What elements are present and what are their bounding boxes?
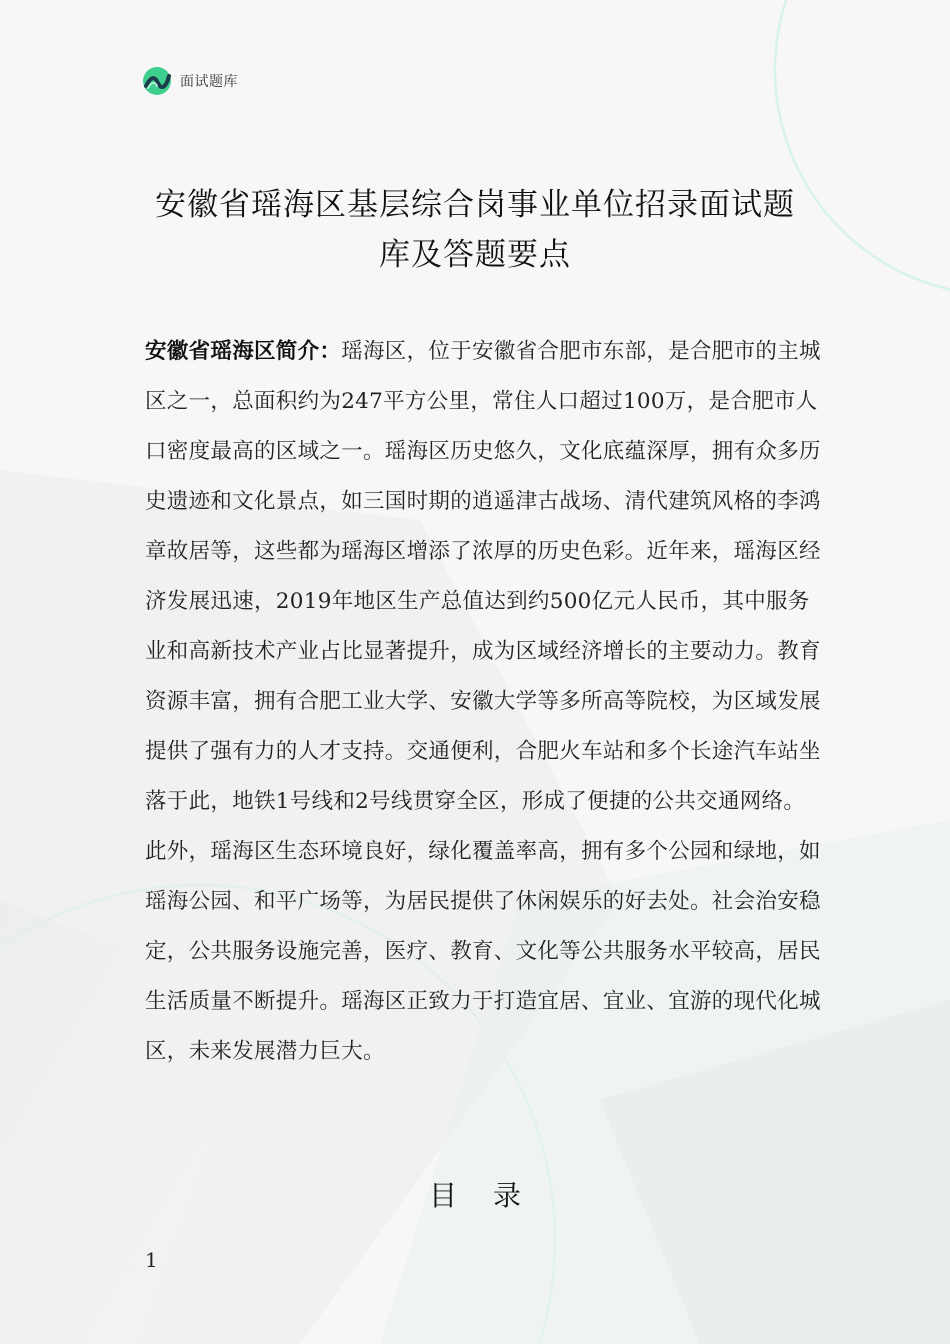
document-title: 安徽省瑶海区基层综合岗事业单位招录面试题库及答题要点	[155, 187, 795, 273]
intro-paragraph	[145, 327, 825, 1077]
document-header	[142, 66, 238, 96]
intro-text: 瑶海区，位于安徽省合肥市东部，是合肥市的主城区之一，总面积约为247平方公里，常住人口超过100万，是合肥市人口密度最高的区域之一。瑶海区历史悠久，文化底蕴深厚，拥有众多历史遗迹和文化景点，如三国时期的逍遥津古战场、清代建筑风格的李鸿章故居等，这些都为瑶海区增添了浓厚的历史色彩。近年来，瑶海区经济发展迅速，2019年地区生产总值达到约500亿元人民币，其中服务业和高新技术产业占比显著提升，成为区域经济增长的主要动力。教育资源丰富，拥有合肥工业大学、安徽大学等多所高等院校，为区域发展提供了强有力的人才支持。交通便利，合肥火车站和多个长途汽车站坐落于此，地铁1号线和2号线贯穿全区，形成了便捷的公共交通网络。此外，瑶海区生态环境良好，绿化覆盖率高，拥有多个公园和绿地，如瑶海公园、和平广场等，为居民提供了休闲娱乐的好去处。社会治安稳定，公共服务设施完善，医疗、教育、文化等公共服务水平较高，居民生活质量不断提升。瑶海区正致力于打造宜居、宜业、宜游的现代化城区，未来发展潜力巨大。	[145, 339, 821, 1064]
brand-logo-icon	[142, 66, 172, 96]
brand-name: 面试题库	[180, 74, 238, 90]
intro-label: 安徽省瑶海区简介：	[145, 339, 342, 364]
toc-heading: 目录	[428, 1179, 557, 1212]
page-number: 1	[145, 1248, 158, 1272]
